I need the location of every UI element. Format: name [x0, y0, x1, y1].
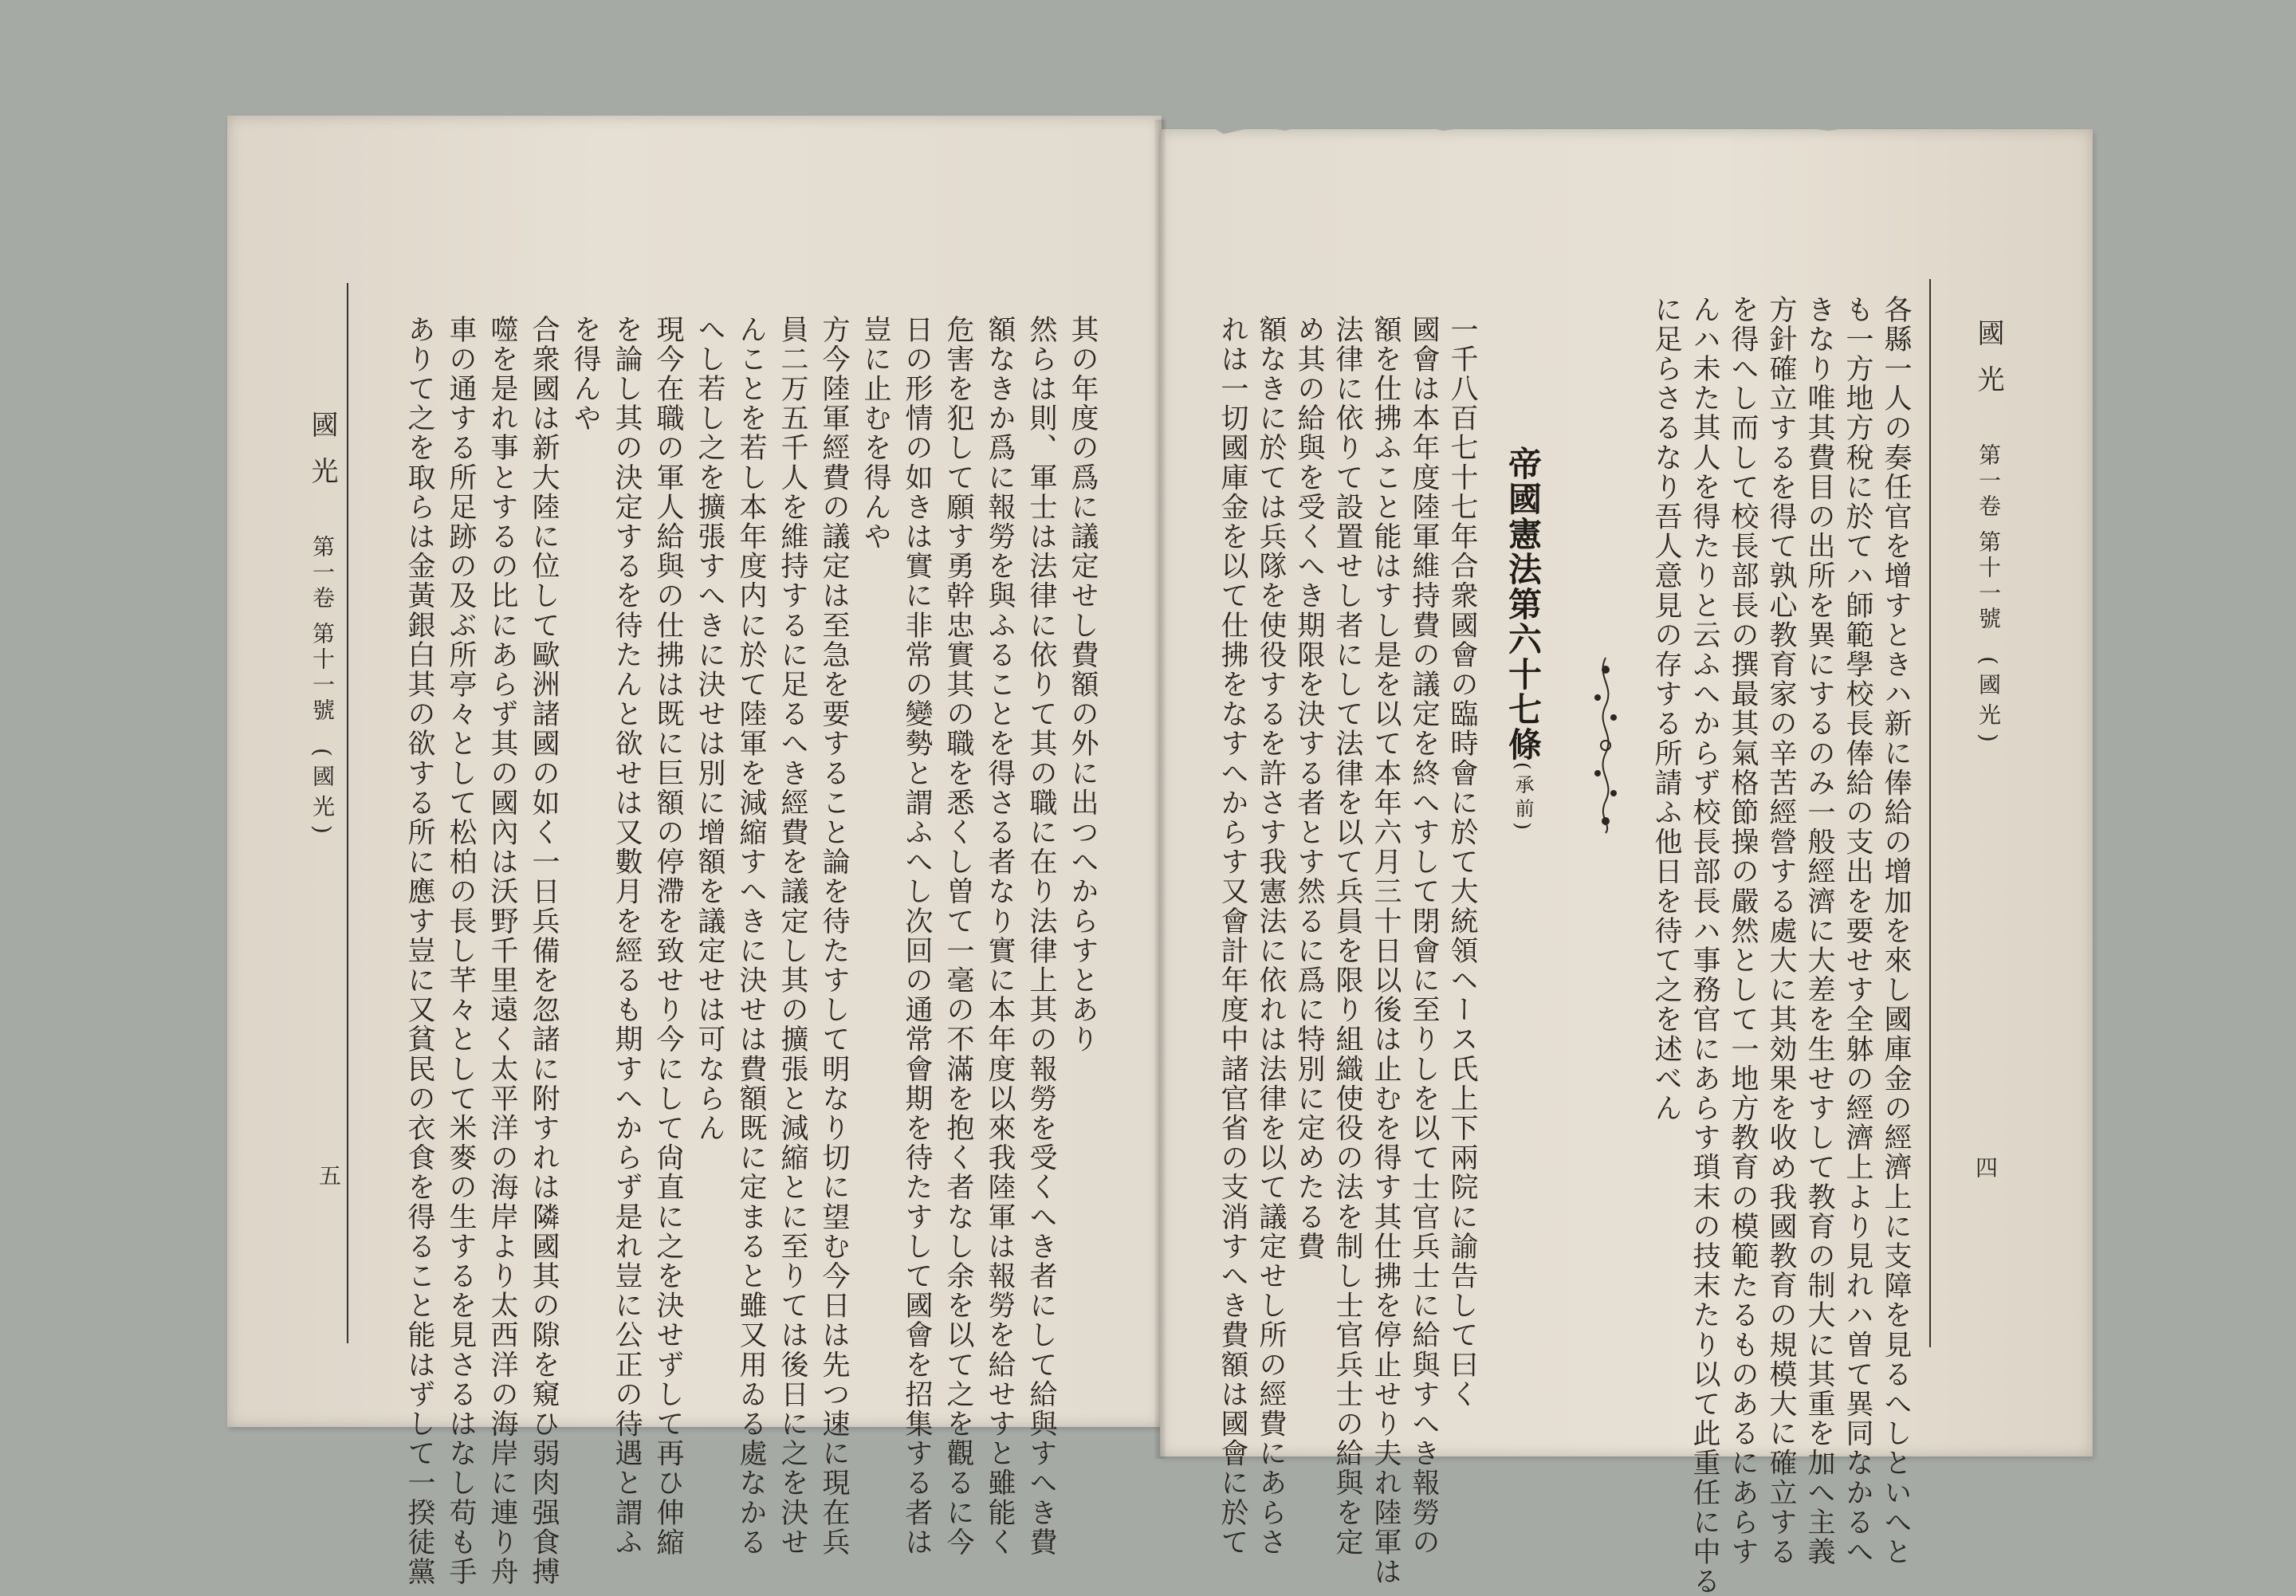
text-column: 法律に依りて設置せし者にして法律を以て兵員を限り組織使役の法を制し士官兵士の給與を定 — [1331, 315, 1363, 1558]
right-running-header — [1969, 319, 2008, 750]
text-column: 方針確立するを得て孰心教育家の辛苦經營する處大に其効果を收め我國教育の規模大に確立する — [1765, 295, 1797, 1567]
left-page-number: 五 — [316, 1164, 342, 1186]
text-column: 其の年度の爲に議定せし費額の外に出つへからすとあり — [1067, 315, 1099, 1055]
article-title — [1499, 446, 1547, 835]
issue-number: 第一卷 第十一號 — [1976, 443, 2002, 632]
right-page-number: 四 — [1972, 1156, 1999, 1178]
text-column: 合衆國は新大陸に位して歐洲諸國の如く一日兵備を忽諸に附すれは隣國其の隙を窺ひ弱肉强食搏 — [528, 315, 560, 1587]
text-column: んことを若し本年度内に於て陸軍を減縮すへきに決せは費額既に定まると雖又用ゐる處なかる — [735, 315, 767, 1558]
text-column: め其の給與を受くへき期限を決する者とす然るに爲に特別に定めたる費 — [1293, 315, 1325, 1262]
text-column: を得んや — [569, 315, 601, 434]
text-column: 一千八百七十七年合衆國會の臨時會に於て大統領ヘース氏上下兩院に諭告して曰く — [1446, 315, 1478, 1409]
text-column: 員二万五千人を維持するに足るへき經費を議定し其の擴張と減縮とに至りては後日に之を決せ — [776, 315, 808, 1558]
text-column: を得へし而して校長部長の撰最其氣格節操の嚴然として一地方教育の模範たるものあるにあらす — [1727, 295, 1759, 1567]
text-column: も一方地方稅に於てハ師範學校長俸給の支出を要せす全躰の經濟上より見れハ曽て異同なかるへ — [1842, 295, 1873, 1567]
text-column: れは一切國庫金を以て仕拂をなすへからす又會計年度中諸官省の支消すへき費額は國會に於て — [1217, 315, 1248, 1558]
text-column: 豈に止むを得んや — [859, 315, 891, 552]
binding-gutter — [1154, 120, 1166, 1459]
section-label: (國光) — [309, 747, 336, 842]
text-column: を論し其の決定するを待たんと欲せは又數月を經るも期すへからず是れ豈に公正の待遇と謂ふ — [611, 315, 643, 1558]
text-column: んハ未た其人を得たりと云ふへからず校長部長ハ事務官にあらす瑣末の技末たり以て此重任に中る — [1689, 295, 1720, 1596]
article-title-text: 帝國憲法第六十七條 — [1504, 446, 1543, 762]
text-column: きなり唯其費目の出所を異にするのみ一般經濟に大差を生せすして教育の制大に其重を加へ主義 — [1803, 295, 1835, 1567]
text-column: 額なきか爲に報勞を與ふることを得さる者なり實に本年度以來我陸軍は報勞を給せすと雖能く — [984, 315, 1016, 1558]
text-column: 然らは則、軍士は法律に依りて其の職に在り法律上其の報勞を受くへき者にして給與すへき費 — [1025, 315, 1057, 1558]
article-title-note: (承前) — [1512, 762, 1534, 835]
text-column: に足らさるなり吾人意見の存する所請ふ他日を待て之を述べん — [1650, 295, 1682, 1123]
text-column: 各縣一人の奏任官を增すときハ新に俸給の增加を來し國庫金の經濟上に支障を見るへしといへと — [1880, 295, 1912, 1567]
magazine-title: 國光 — [306, 411, 338, 503]
text-column: 額なきに於ては兵隊を使役するを許さす我憲法に依れは法律を以て議定せし所の經費にあらさ — [1255, 315, 1287, 1558]
magazine-title: 國光 — [1972, 319, 2004, 411]
text-column: 現今在職の軍人給與の仕拂は既に巨額の停滯を致せり今にして尙直に之を決せずして再ひ伸縮 — [652, 315, 684, 1558]
section-label: (國光) — [1976, 655, 2002, 750]
right-header-rule — [1929, 279, 1931, 1347]
text-column: 國會は本年度陸軍維持費の議定を終へすして閉會に至りしを以て士官兵士に給與すへき報勞の — [1408, 315, 1440, 1558]
text-column: 危害を犯して願す勇幹忠實其の職を悉くし曽て一毫の不滿を抱く者なし余を以て之を觀るに今 — [942, 315, 974, 1558]
issue-number: 第一卷 第十一號 — [309, 535, 336, 724]
text-column: 噬を是れ事とするの比にあらず其の國內は沃野千里遠く太平洋の海岸より太西洋の海岸に連り舟 — [486, 315, 518, 1587]
text-column: 車の通する所足跡の及ぶ所亭々として松柏の長し芊々として米麥の生するを見さるはなし苟も手 — [445, 315, 477, 1587]
text-column: 額を仕拂ふこと能はすし是を以て本年六月三十日以後は止むを得す其仕拂を停止せり夫れ陸軍は — [1370, 315, 1402, 1587]
left-header-rule — [347, 283, 348, 1343]
floral-ornament-icon — [1588, 654, 1623, 837]
left-running-header — [303, 411, 342, 842]
text-column: へし若し之を擴張すへきに決せは別に增額を議定せは可ならん — [694, 315, 725, 1143]
text-column: 日の形情の如きは實に非常の變勢と謂ふへし次回の通常會期を待たすして國會を招集する者は — [901, 315, 933, 1558]
text-column: 方今陸軍經費の議定は至急を要すること論を待たすして明なり切に望む今日は先つ速に現在兵 — [818, 315, 850, 1558]
text-column: ありて之を取らは金黃銀白其の欲する所に應す豈に又貧民の衣食を得ること能はずして一揆徒黨 — [403, 315, 435, 1587]
